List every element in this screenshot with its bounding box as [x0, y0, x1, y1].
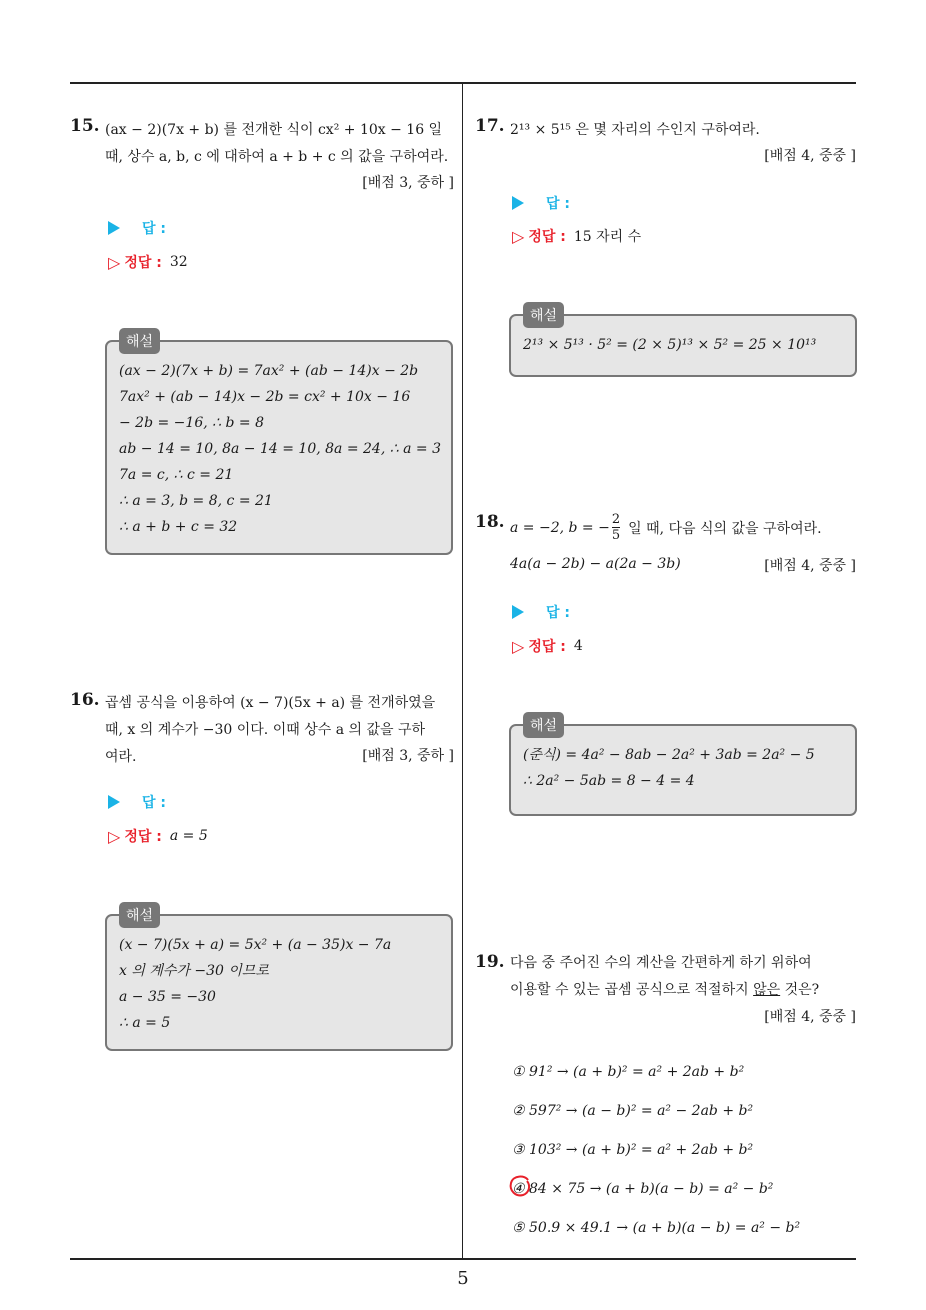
problem-number: 17.	[475, 116, 505, 136]
play-triangle-icon	[108, 795, 120, 809]
solution-tag: 해설	[523, 302, 564, 328]
correct-label: 정답 :	[124, 255, 162, 271]
problem-number: 16.	[70, 690, 100, 710]
correct-label: 정답 :	[528, 639, 566, 655]
problem-text-line: 곱셈 공식을 이용하여 (x − 7)(5x + a) 를 전개하였을	[105, 695, 436, 711]
solution-box	[509, 308, 857, 377]
solution-line: ∴ a = 5	[119, 1015, 171, 1031]
choice-5[interactable]: ⑤ 50.9 × 49.1 → (a + b)(a − b) = a² − b²	[512, 1220, 801, 1236]
solution-lines	[119, 932, 443, 1036]
top-rule	[70, 82, 856, 84]
problem-number: 15.	[70, 116, 100, 136]
solution-lines	[119, 358, 443, 540]
bottom-rule	[70, 1258, 856, 1260]
correct-value: 32	[169, 254, 188, 270]
outline-triangle-icon: ▷	[108, 826, 121, 846]
correct-label: 정답 :	[124, 829, 162, 845]
solution-tag: 해설	[119, 902, 160, 928]
solution-tag: 해설	[523, 712, 564, 738]
solution-line: (준식) = 4a² − 8ab − 2a² + 3ab = 2a² − 5	[523, 747, 815, 763]
problem-text-line	[510, 977, 856, 1004]
solution-line: ab − 14 = 10, 8a − 14 = 10, 8a = 24, ∴ a = 3	[119, 441, 441, 457]
correct-answer	[512, 226, 641, 246]
problem-text-line: 다음 중 주어진 수의 계산을 간편하게 하기 위하여	[510, 955, 812, 971]
correct-label: 정답 :	[528, 229, 566, 245]
answer-field[interactable]	[512, 193, 570, 213]
points-label: [배점 4, 중중 ]	[764, 1009, 856, 1025]
text-part: 이용할 수 있는 곱셈 공식으로 적절하지	[510, 982, 754, 998]
solution-line: ∴ a + b + c = 32	[119, 519, 238, 535]
problem-text: 2¹³ × 5¹⁵ 은 몇 자리의 수인지 구하여라.	[510, 122, 760, 138]
solution-box	[105, 908, 453, 1051]
solution-line: x 의 계수가 −30 이므로	[119, 963, 269, 979]
choice-4[interactable]: ④ 84 × 75 → (a + b)(a − b) = a² − b²	[512, 1181, 774, 1197]
solution-box	[105, 334, 453, 555]
problem-text	[510, 512, 822, 543]
correct-answer	[108, 826, 208, 846]
solution-tag: 해설	[119, 328, 160, 354]
problem-number: 19.	[475, 952, 505, 972]
problem-text-line: 일 때, 다음 식의 값을 구하여라.	[628, 520, 822, 537]
solution-line: (ax − 2)(7x + b) = 7ax² + (ab − 14)x − 2b	[119, 363, 419, 379]
solution-lines	[523, 742, 847, 794]
problem-text	[105, 117, 455, 171]
answer-field[interactable]	[108, 218, 166, 238]
problem-number: 18.	[475, 512, 505, 532]
column-divider	[462, 83, 463, 1259]
correct-value: a = 5	[169, 828, 208, 844]
page-number: 5	[457, 1268, 469, 1289]
choice-2[interactable]: ② 597² → (a − b)² = a² − 2ab + b²	[512, 1103, 754, 1119]
play-triangle-icon	[512, 196, 524, 210]
outline-triangle-icon: ▷	[512, 636, 525, 656]
fraction-numerator: 2	[611, 512, 621, 527]
answer-label: 답 :	[546, 196, 570, 212]
solution-lines	[523, 332, 847, 358]
play-triangle-icon	[512, 605, 524, 619]
answer-field[interactable]	[512, 602, 570, 622]
problem-text-line: 때, x 의 계수가 −30 이다. 이때 상수 a 의 값을 구하	[105, 722, 426, 738]
solution-line: − 2b = −16, ∴ b = 8	[119, 415, 264, 431]
answer-label: 답 :	[142, 221, 166, 237]
points-label: [배점 3, 중하 ]	[362, 175, 454, 191]
solution-box	[509, 718, 857, 816]
fraction-denominator: 5	[611, 528, 621, 543]
answer-circle-mark	[508, 1174, 532, 1198]
answer-field[interactable]	[108, 792, 166, 812]
solution-line: (x − 7)(5x + a) = 5x² + (a − 35)x − 7a	[119, 937, 392, 953]
solution-line: a − 35 = −30	[119, 989, 216, 1005]
problem-text-line: 때, 상수 a, b, c 에 대하여 a + b + c 의 값을 구하여라.	[105, 149, 449, 165]
outline-triangle-icon: ▷	[512, 226, 525, 246]
answer-label: 답 :	[546, 605, 570, 621]
solution-line: 7a = c, ∴ c = 21	[119, 467, 234, 483]
correct-value: 15 자리 수	[573, 229, 642, 245]
correct-answer	[108, 252, 188, 272]
play-triangle-icon	[108, 221, 120, 235]
correct-value: 4	[573, 638, 583, 654]
text-part: 것은?	[780, 982, 820, 998]
points-label: [배점 3, 중하 ]	[362, 748, 454, 764]
outline-triangle-icon: ▷	[108, 252, 121, 272]
fraction	[612, 512, 620, 543]
solution-line: 7ax² + (ab − 14)x − 2b = cx² + 10x − 16	[119, 389, 411, 405]
problem-text	[510, 950, 856, 1004]
problem-text-line: (ax − 2)(7x + b) 를 전개한 식이 cx² + 10x − 16 일	[105, 122, 443, 138]
underlined-word: 않은	[753, 982, 781, 998]
answer-label: 답 :	[142, 795, 166, 811]
condition-text: a = −2, b = −	[510, 519, 610, 536]
solution-line: 2¹³ × 5¹³ · 5² = (2 × 5)¹³ × 5² = 25 × 10¹³	[523, 337, 817, 353]
correct-answer	[512, 636, 583, 656]
solution-line: ∴ 2a² − 5ab = 8 − 4 = 4	[523, 773, 695, 789]
choice-1[interactable]: ① 91² → (a + b)² = a² + 2ab + b²	[512, 1064, 745, 1080]
problem-text-line: 여라.	[105, 749, 137, 765]
solution-line: ∴ a = 3, b = 8, c = 21	[119, 493, 273, 509]
points-label: [배점 4, 중중 ]	[764, 148, 856, 164]
points-label: [배점 4, 중중 ]	[764, 558, 856, 574]
expression: 4a(a − 2b) − a(2a − 3b)	[510, 556, 681, 572]
choice-3[interactable]: ③ 103² → (a + b)² = a² + 2ab + b²	[512, 1142, 754, 1158]
